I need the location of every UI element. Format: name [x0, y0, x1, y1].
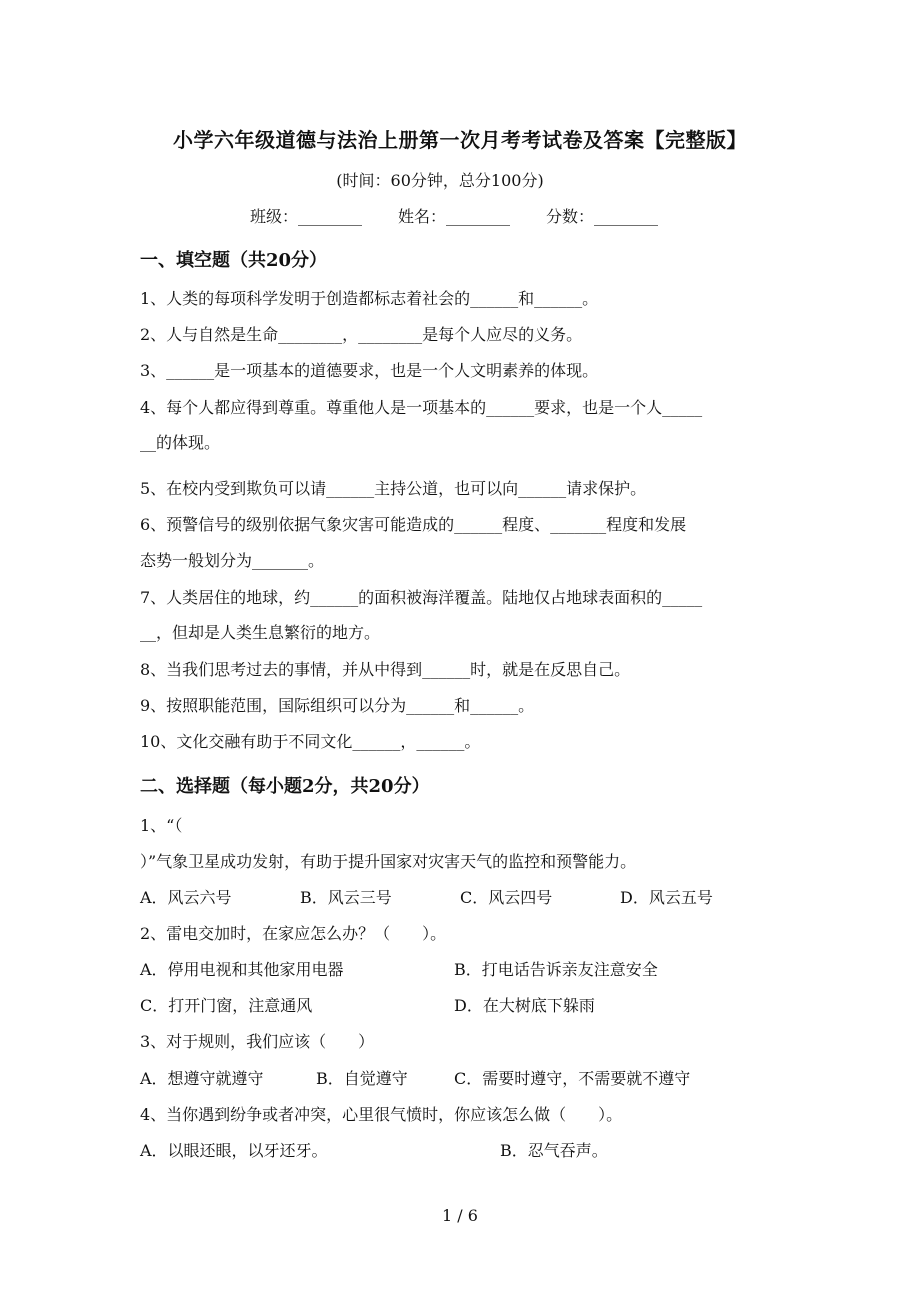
question-line: 5、在校内受到欺负可以请______主持公道，也可以向______请求保护。	[140, 479, 647, 498]
page-title: 小学六年级道德与法治上册第一次月考考试卷及答案【完整版】	[173, 128, 747, 152]
option-c: C．需要时遵守，不需要就不遵守	[454, 1069, 691, 1088]
section-heading-fill-blank: 一、填空题（共20分）	[140, 250, 328, 271]
question-line: 1、“（	[140, 816, 183, 835]
option-c: C．风云四号	[460, 888, 553, 907]
question-line: 2、雷电交加时，在家应怎么办？（ ）。	[140, 924, 447, 943]
question-line: 9、按照职能范围，国际组织可以分为______和______。	[140, 696, 535, 715]
option-b: B．风云三号	[300, 888, 392, 907]
question-line: 态势一般划分为_______。	[140, 551, 325, 570]
class-field: 班级：________	[250, 207, 363, 226]
score-field: 分数：________	[546, 207, 659, 226]
option-b: B．忍气吞声。	[500, 1141, 608, 1160]
option-a: A．风云六号	[140, 888, 232, 907]
question-line: __，但却是人类生息繁衍的地方。	[140, 623, 381, 642]
option-d: D．在大树底下躲雨	[454, 996, 595, 1015]
question-line: 1、人类的每项科学发明于创造都标志着社会的______和______。	[140, 289, 599, 308]
question-line: 4、当你遇到纷争或者冲突，心里很气愤时，你应该怎么做（ ）。	[140, 1105, 623, 1124]
option-d: D．风云五号	[620, 888, 713, 907]
name-field: 姓名：________	[398, 207, 511, 226]
page-number: 1 / 6	[442, 1206, 478, 1225]
option-a: A．想遵守就遵守	[140, 1069, 264, 1088]
question-line: 6、预警信号的级别依据气象灾害可能造成的______程度、_______程度和发展	[140, 515, 687, 534]
question-line: 2、人与自然是生命________，________是每个人应尽的义务。	[140, 325, 583, 344]
question-line: ）”气象卫星成功发射，有助于提升国家对灾害天气的监控和预警能力。	[140, 852, 637, 871]
question-line: 10、文化交融有助于不同文化______，______。	[140, 732, 481, 751]
section-heading-multiple-choice: 二、选择题（每小题2分，共20分）	[140, 776, 430, 797]
option-a: A．停用电视和其他家用电器	[140, 960, 344, 979]
question-line: 7、人类居住的地球，约______的面积被海洋覆盖。陆地仅占地球表面积的_____	[140, 588, 703, 607]
exam-time-note: (时间：60分钟，总分100分)	[336, 171, 544, 190]
option-b: B．打电话告诉亲友注意安全	[454, 960, 658, 979]
option-b: B．自觉遵守	[316, 1069, 408, 1088]
question-line: 3、______是一项基本的道德要求，也是一个人文明素养的体现。	[140, 361, 599, 380]
option-c: C．打开门窗，注意通风	[140, 996, 313, 1015]
question-line: 8、当我们思考过去的事情，并从中得到______时，就是在反思自己。	[140, 660, 631, 679]
student-info-row	[250, 204, 694, 227]
question-line: 4、每个人都应得到尊重。尊重他人是一项基本的______要求，也是一个人_____	[140, 398, 703, 417]
question-line: 3、对于规则，我们应该（ ）	[140, 1032, 375, 1051]
question-line: __的体现。	[140, 433, 221, 452]
option-a: A．以眼还眼，以牙还牙。	[140, 1141, 328, 1160]
